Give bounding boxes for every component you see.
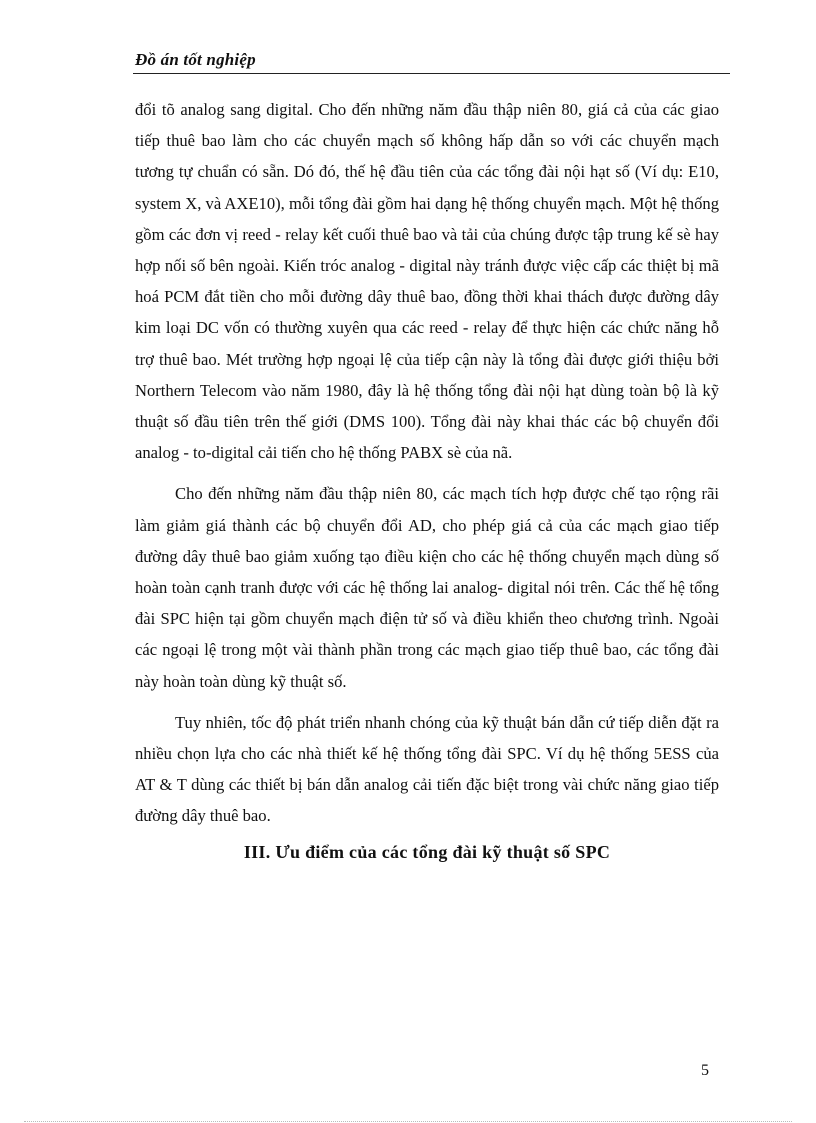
document-body (135, 94, 719, 863)
paragraph-1: đổi tõ analog sang digital. Cho đến những năm đầu thập niên 80, giá cả của các giao tiếp thuê bao làm cho các chuyển mạch số không hấp dẫn so với các chuyển mạch tương tự chuẩn có sẵn. Dó đó, thế hệ đầu tiên của các tổng đài nội hạt số (Ví dụ: E10, system X, và AXE10), mỗi tổng đài gồm hai dạng hệ thống chuyển mạch. Một hệ thống gồm các đơn vị reed - relay kết cuối thuê bao và tải của chúng được tập trung kế sè hay hợp nối số bên ngoài. Kiến tróc analog - digital này tránh được việc cấp các thiệt bị mã hoá PCM đắt tiền cho mỗi đường dây thuê bao, đồng thời khai thách được đường dây kim loại DC vốn có thường xuyên qua các reed - relay để thực hiện các chức năng hỗ trợ thuê bao. Mét trường hợp ngoại lệ của tiếp cận này là tổng đài được giới thiệu bởi Northern Telecom vào năm 1980, đây là hệ thống tổng đài nội hạt dùng toàn bộ là kỹ thuật số đầu tiên trên thế giới (DMS 100). Tổng đài này khai thác các bộ chuyển đổi analog - to-digital cải tiến cho hệ thống PABX sè của nã. (135, 100, 719, 463)
paragraph-3: Tuy nhiên, tốc độ phát triển nhanh chóng của kỹ thuật bán dẫn cứ tiếp diễn đặt ra nhiều chọn lựa cho các nhà thiết kế hệ thống tổng đài SPC. Ví dụ hệ thống 5ESS của AT & T dùng các thiết bị bán dẫn analog cải tiến đặc biệt trong vài chức năng giao tiếp đường dây thuê bao. (135, 712, 719, 826)
page-number: 5 (701, 1062, 709, 1079)
running-header: Đồ án tốt nghiệp (135, 50, 256, 69)
paragraph-2: Cho đến những năm đầu thập niên 80, các mạch tích hợp được chế tạo rộng rãi làm giảm giá thành các bộ chuyển đổi AD, cho phép giá cả của các mạch giao tiếp đường dây thuê bao giảm xuống tạo điều kiện cho các hệ thống chuyển mạch dùng số hoàn toàn cạnh tranh được với các hệ thống lai analog- digital nói trên. Các thế hệ tổng đài SPC hiện tại gồm chuyển mạch điện tử số và điều khiển theo chương trình. Ngoài các ngoại lệ trong một vài thành phần trong các mạch giao tiếp thuê bao, các tổng đài này hoàn toàn dùng kỹ thuật số. (135, 484, 719, 691)
page-bottom-divider (24, 1121, 792, 1122)
section-heading: III. Ưu điểm của các tổng đài kỹ thuật số SPC (243, 841, 611, 862)
header-divider (133, 73, 730, 74)
